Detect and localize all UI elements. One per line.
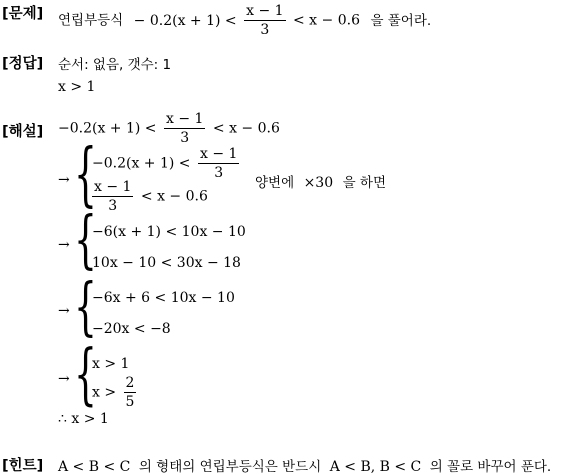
fraction-denominator: 3: [108, 198, 118, 214]
problem-inequality-left: − 0.2(x + 1) <: [133, 12, 237, 29]
solution-first-fraction: [164, 112, 205, 145]
fraction-numerator: x − 1: [200, 146, 238, 162]
multiply-note-after: 을 하면: [342, 175, 386, 191]
arrow-icon: →: [58, 237, 70, 253]
hint-text-part1: 의 형태의 연립부등식은 반드시: [138, 459, 322, 475]
system2-line1: −6(x + 1) < 10x − 10: [92, 224, 246, 240]
system1-line2: [92, 180, 208, 213]
hint-math-split: A < B, B < C: [329, 459, 422, 475]
solution-label: [해설]: [2, 124, 44, 140]
fraction-numerator: 2: [125, 375, 135, 391]
solution-first-right: < x − 0.6: [212, 120, 280, 137]
arrow-icon: →: [58, 371, 70, 387]
fraction-denominator: 3: [214, 165, 224, 181]
system4-line2: [92, 376, 139, 409]
hint-label: [힌트]: [2, 458, 44, 474]
answer-result: x > 1: [58, 79, 96, 95]
problem-label: [문제]: [2, 6, 44, 22]
problem-statement: [58, 4, 431, 37]
arrow-icon: →: [58, 303, 70, 319]
problem-fraction: [244, 4, 285, 37]
answer-label: [정답]: [2, 56, 44, 72]
system4-line2-left: x >: [92, 384, 117, 401]
hint-text-part2: 의 꼴로 바꾸어 푼다.: [429, 459, 552, 475]
fraction-denominator: 3: [180, 130, 190, 146]
system4-line1: x > 1: [92, 356, 130, 372]
solution-first-left: −0.2(x + 1) <: [58, 120, 157, 137]
left-brace-icon: {: [74, 136, 97, 215]
left-brace-icon: {: [74, 337, 97, 414]
problem-lead-text: 연립부등식: [58, 12, 124, 29]
fraction-numerator: x − 1: [166, 111, 204, 127]
problem-fraction-denominator: 3: [260, 22, 270, 38]
system1-line1: [92, 147, 242, 180]
system1-line2-fraction: [92, 180, 133, 213]
problem-tail-text: 을 풀어라.: [370, 12, 432, 29]
system3-line1: −6x + 6 < 10x − 10: [92, 290, 235, 306]
multiply-note-before: 양변에: [255, 175, 295, 191]
system3-line2: −20x < −8: [92, 321, 171, 337]
problem-inequality-right: < x − 0.6: [293, 12, 360, 29]
system4-line2-fraction: [124, 376, 137, 409]
problem-fraction-numerator: x − 1: [246, 3, 284, 19]
system1-line1-fraction: [198, 147, 239, 180]
conclusion: ∴ x > 1: [58, 411, 109, 427]
arrow-icon: →: [58, 172, 70, 188]
left-brace-icon: {: [74, 204, 97, 277]
multiply-note-factor: ×30: [303, 175, 334, 191]
system1-line2-right: < x − 0.6: [140, 188, 208, 205]
answer-order-count: 순서: 없음, 갯수: 1: [58, 57, 172, 73]
system1-line1-left: −0.2(x + 1) <: [92, 155, 191, 172]
fraction-denominator: 5: [125, 394, 135, 410]
system2-line2: 10x − 10 < 30x − 18: [92, 255, 241, 271]
hint-math-chain: A < B < C: [58, 459, 131, 475]
left-brace-icon: {: [74, 271, 97, 344]
hint-text: [58, 455, 551, 475]
multiply-note: [255, 171, 386, 191]
fraction-numerator: x − 1: [94, 179, 132, 195]
